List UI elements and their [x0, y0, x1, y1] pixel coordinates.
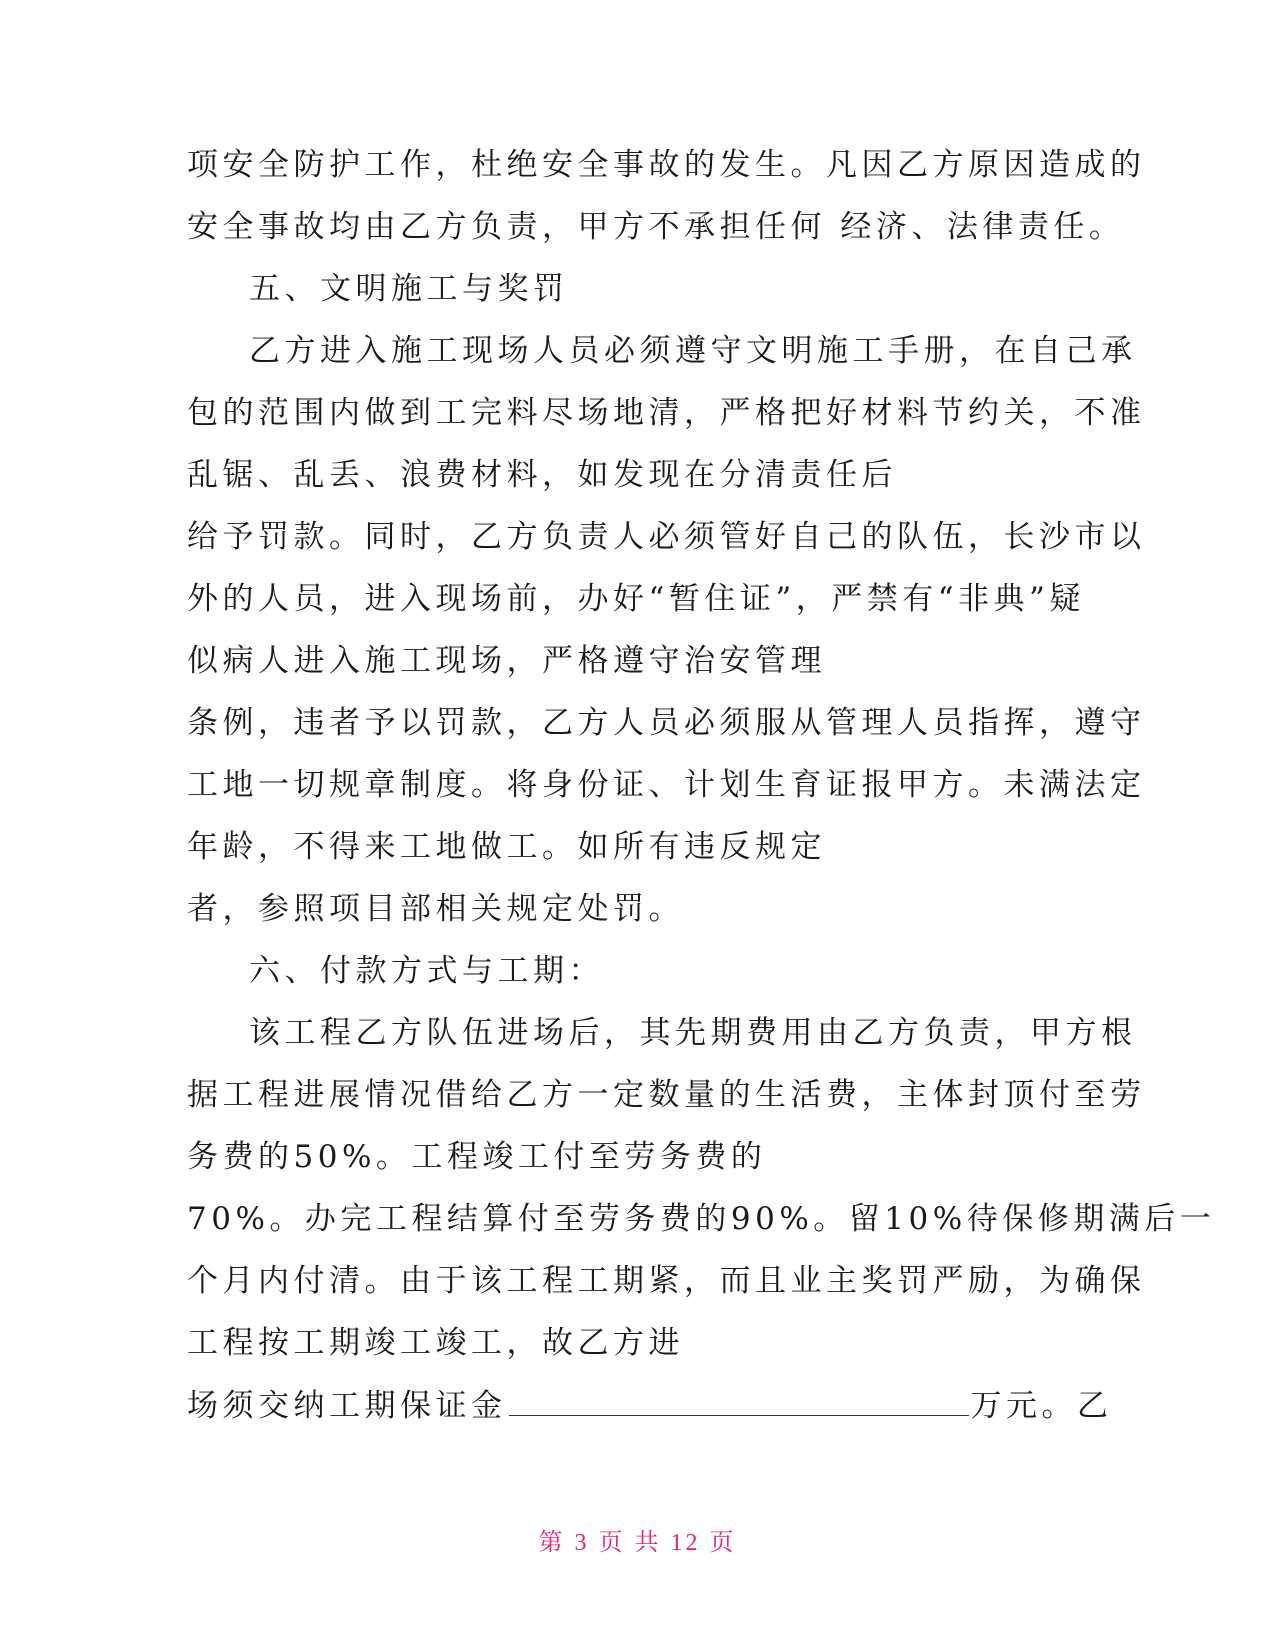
- paragraph-line: 乙方进入施工现场人员必须遵守文明施工手册，在自己承: [249, 333, 1137, 369]
- paragraph-line: 者，参照项目部相关规定处罚。: [187, 891, 684, 927]
- section-heading: 六、付款方式与工期：: [249, 953, 604, 989]
- paragraph-line: 安全事故均由乙方负责，甲方不承担任何 经济、法律责任。: [187, 209, 1125, 245]
- paragraph-line: 项安全防护工作，杜绝安全事故的发生。凡因乙方原因造成的: [187, 147, 1146, 183]
- fill-in-blank: [509, 1385, 969, 1416]
- paragraph-line: 据工程进展情况借给乙方一定数量的生活费，主体封顶付至劳: [187, 1077, 1146, 1113]
- paragraph-line: 工地一切规章制度。将身份证、计划生育证报甲方。未满法定: [187, 767, 1146, 803]
- paragraph-line: 务费的50%。工程竣工付至劳务费的: [187, 1139, 767, 1175]
- paragraph-line: 个月内付清。由于该工程工期紧，而且业主奖罚严励，为确保: [187, 1263, 1146, 1299]
- paragraph-line: 条例，违者予以罚款，乙方人员必须服从管理人员指挥，遵守: [187, 705, 1146, 741]
- paragraph-line: 70%。办完工程结算付至劳务费的90%。留10%待保修期满后一: [187, 1201, 1216, 1237]
- paragraph-line: 包的范围内做到工完料尽场地清，严格把好材料节约关，不准: [187, 395, 1146, 431]
- paragraph-line-with-blank: [187, 1385, 1113, 1425]
- text-before-blank: 场须交纳工期保证金: [187, 1388, 507, 1424]
- text-after-blank: 万元。乙: [970, 1388, 1113, 1424]
- paragraph-line: 给予罚款。同时，乙方负责人必须管好自己的队伍，长沙市以: [187, 519, 1146, 555]
- section-heading: 五、文明施工与奖罚: [249, 271, 569, 307]
- page-number-footer: 第 3 页 共 12 页: [538, 1530, 737, 1556]
- paragraph-line: 年龄，不得来工地做工。如所有违反规定: [187, 829, 826, 865]
- paragraph-line: 外的人员，进入现场前，办好“暂住证”，严禁有“非典”疑: [187, 581, 1085, 617]
- paragraph-line: 工程按工期竣工竣工，故乙方进: [187, 1325, 684, 1361]
- paragraph-line: 乱锯、乱丢、浪费材料，如发现在分清责任后: [187, 457, 897, 493]
- paragraph-line: 似病人进入施工现场，严格遵守治安管理: [187, 643, 826, 679]
- paragraph-line: 该工程乙方队伍进场后，其先期费用由乙方负责，甲方根: [249, 1015, 1137, 1051]
